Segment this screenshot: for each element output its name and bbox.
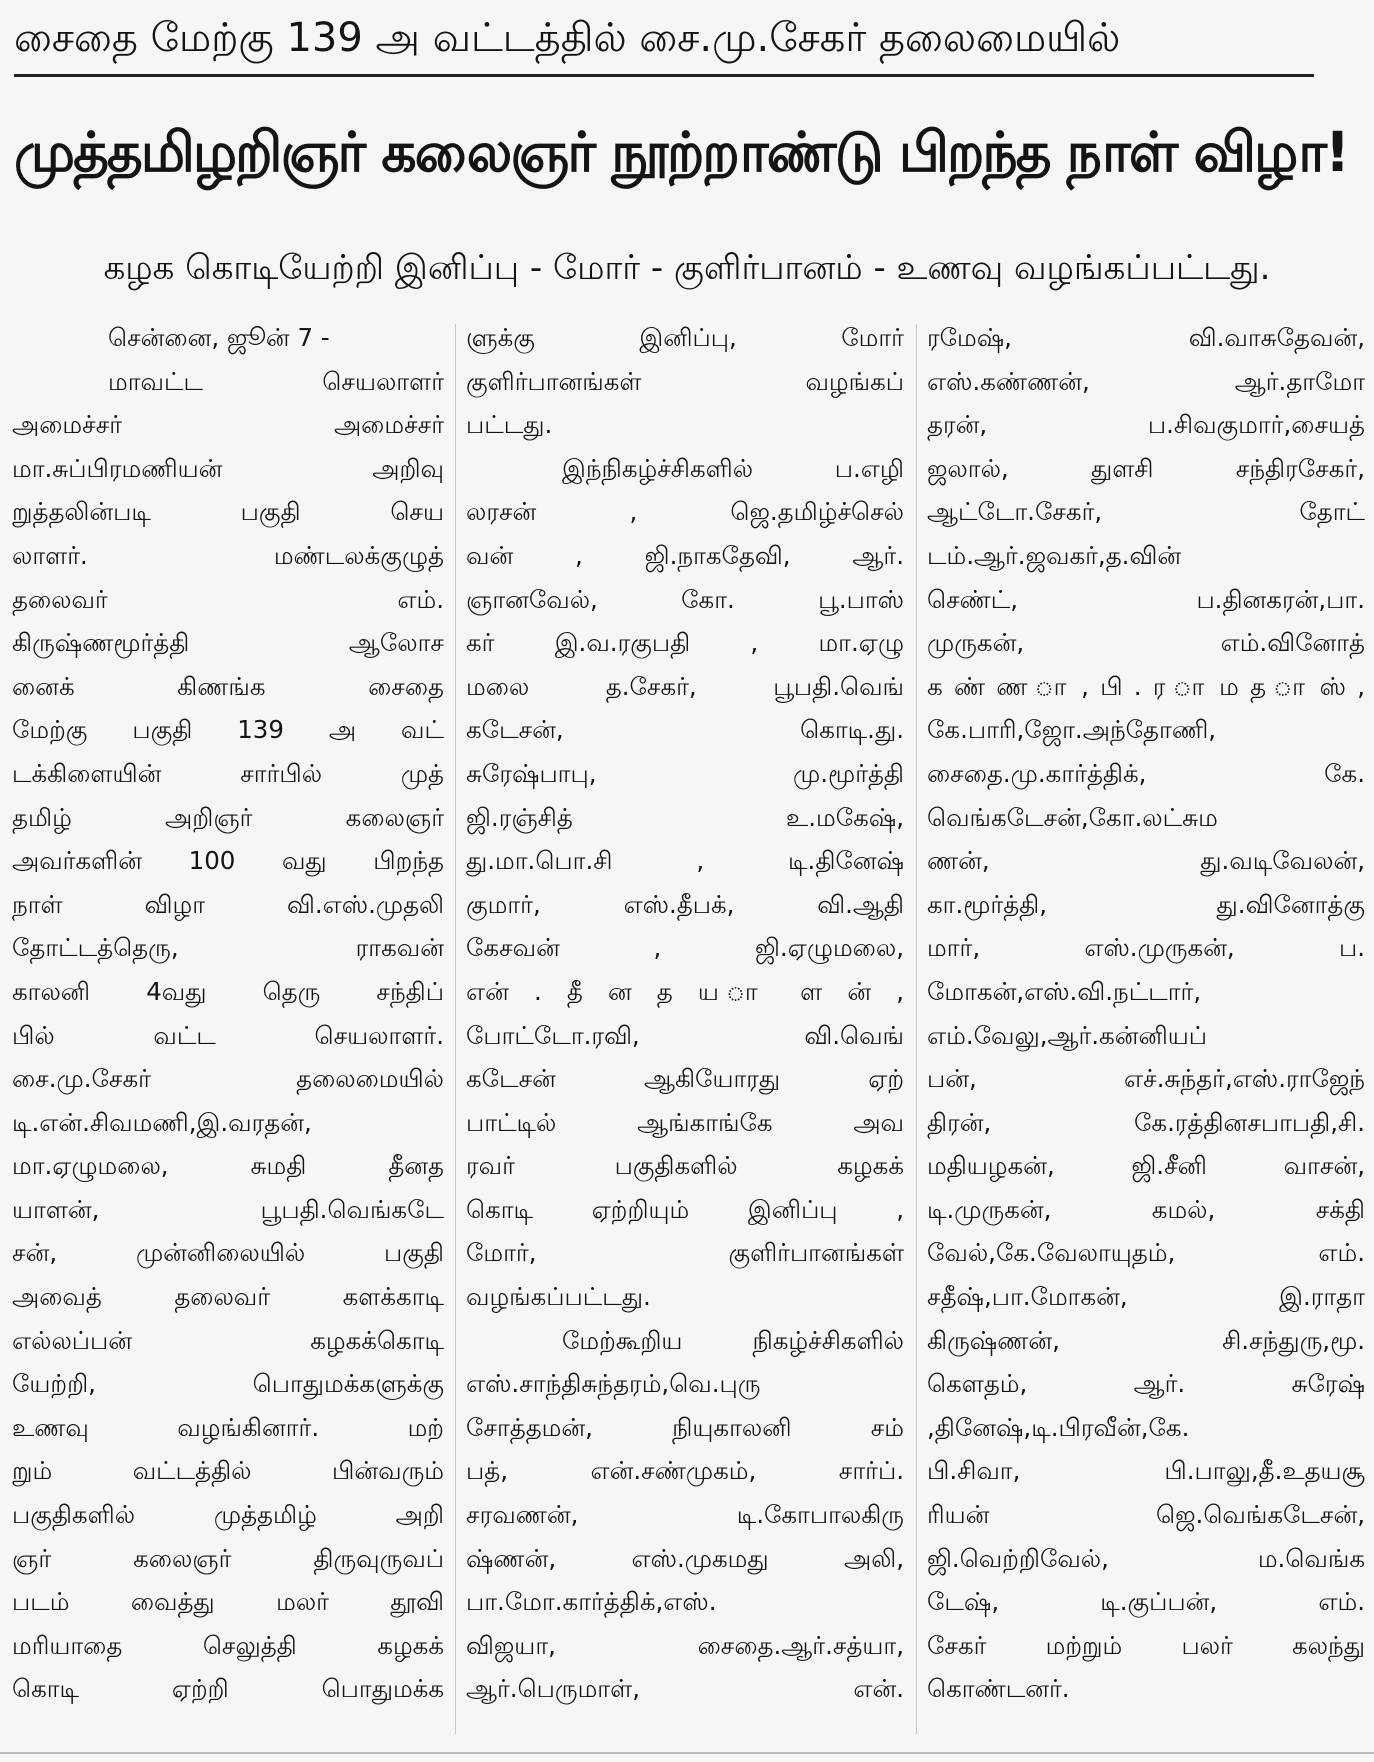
text-line: குளிர்பானங்கள் வழங்கப் — [466, 366, 904, 396]
text-line: றும் வட்டத்தில் பின்வரும் — [12, 1456, 444, 1486]
text-line: ஷ்ணன், எஸ்.முகமது அலி, — [466, 1543, 904, 1573]
text-line: யேற்றி, பொதுமக்களுக்கு — [12, 1369, 444, 1399]
text-line: சுரேஷ்பாபு, மு.மூர்த்தி — [466, 758, 904, 788]
text-line: கொண்டனர். — [927, 1674, 1070, 1704]
text-line: ,தினேஷ்,டி.பிரவீன்,கே. — [927, 1412, 1190, 1442]
text-line: மாவட்ட செயலாளர் — [108, 366, 444, 396]
text-line: ஞானவேல், கோ. பூ.பாஸ் — [466, 584, 904, 614]
headline: முத்தமிழறிஞர் கலைஞர் நூற்றாண்டு பிறந்த நாள் விழா! — [14, 120, 1349, 184]
text-line: முருகன், எம்.வினோத் — [927, 628, 1365, 658]
text-line: கௌதம், ஆர். சுரேஷ் — [927, 1369, 1365, 1399]
text-line: றுத்தலின்படி பகுதி செய — [12, 497, 444, 527]
text-line: டி.முருகன், கமல், சக்தி — [927, 1194, 1365, 1224]
text-line: னைக் கிணங்க சைதை — [12, 671, 444, 701]
text-line: குமார், எஸ்.தீபக், வி.ஆதி — [466, 889, 904, 919]
text-line: ளுக்கு இனிப்பு, மோர் — [466, 323, 904, 352]
text-line: கொடி ஏற்றியும் இனிப்பு , — [466, 1194, 904, 1224]
text-line: டம்.ஆர்.ஜவகர்,த.வின் — [927, 540, 1182, 570]
text-line: லாளர். மண்டலக்குழுத் — [12, 540, 444, 570]
text-line: கர் இ.வ.ரகுபதி , மா.ஏழு — [466, 628, 904, 658]
text-line: அவர்களின் 100 வது பிறந்த — [12, 846, 444, 876]
text-line: விஜயா, சைதை.ஆர்.சத்யா, — [466, 1630, 904, 1660]
text-line: சோத்தமன், நியுகாலனி சம் — [466, 1412, 904, 1442]
article-column-1 — [12, 316, 444, 1736]
text-line: நாள் விழா வி.எஸ்.முதலி — [12, 889, 444, 919]
text-line: கிருஷ்ணன், சி.சந்துரு,மூ. — [927, 1325, 1365, 1355]
text-line: எல்லப்பன் கழகக்கொடி — [12, 1325, 444, 1355]
text-line: கே.பாரி,ஜோ.அந்தோணி, — [927, 715, 1217, 745]
text-line: உணவு வழங்கினார். மற் — [12, 1412, 444, 1442]
column-divider — [455, 324, 456, 1734]
text-line: ஆட்டோ.சேகர், தோட் — [927, 497, 1365, 527]
text-line: ஜலால், துளசி சந்திரசேகர், — [927, 453, 1365, 483]
text-line: அவைத் தலைவர் களக்காடி — [12, 1282, 444, 1312]
text-line: மலை த.சேகர், பூபதி.வெங் — [466, 671, 904, 701]
text-line: டி.என்.சிவமணி,இ.வரதன், — [12, 1107, 312, 1137]
text-line: சரவணன், டி.கோபாலகிரு — [466, 1500, 904, 1530]
text-line: து.மா.பொ.சி , டி.தினேஷ் — [466, 846, 904, 876]
text-line: தோட்டத்தெரு, ராகவன் — [12, 933, 444, 963]
kicker-line: சைதை மேற்கு 139 அ வட்டத்தில் சை.மு.சேகர் தலைமையில் — [14, 15, 1121, 61]
text-line: இந்நிகழ்ச்சிகளில் ப.எழி — [562, 453, 904, 483]
text-line: டேஷ், டி.குப்பன், எம். — [927, 1587, 1365, 1617]
text-line: மதியழகன், ஜி.சீனி வாசன், — [927, 1151, 1365, 1181]
text-line: தமிழ் அறிஞர் கலைஞர் — [12, 802, 444, 832]
text-line: ஆர்.பெருமாள், என். — [466, 1674, 904, 1704]
text-line: சென்னை, ஜூன் 7 - — [108, 323, 330, 352]
text-line: யாளன், பூபதி.வெங்கடே — [12, 1194, 444, 1224]
article-body — [0, 316, 1374, 1736]
text-line: கிருஷ்ணமூர்த்தி ஆலோச — [12, 628, 444, 658]
text-line: பகுதிகளில் முத்தமிழ் அறி — [12, 1500, 444, 1530]
text-line: மோகன்,எஸ்.வி.நட்டார், — [927, 976, 1202, 1006]
text-line: என் . தீ ன த ய ா ள ன் , — [466, 976, 904, 1006]
text-line: க ண் ண ா , பி . ர ா ம த ா ஸ் , — [927, 671, 1365, 701]
text-line: தலைவர் எம். — [12, 584, 444, 614]
text-line: வன் , ஜி.நாகதேவி, ஆர். — [466, 540, 904, 570]
text-line: பத், என்.சண்முகம், சார்ப். — [466, 1456, 904, 1486]
text-line: எம்.வேலு,ஆர்.கன்னியப் — [927, 1020, 1208, 1050]
text-line: மோர், குளிர்பானங்கள் — [466, 1238, 904, 1268]
text-line: கடேசன் ஆகியோரது ஏற் — [466, 1064, 904, 1094]
bottom-edge — [0, 1752, 1374, 1754]
text-line: எஸ்.கண்ணன், ஆர்.தாமோ — [927, 366, 1365, 396]
text-line: மரியாதை செலுத்தி கழகக் — [12, 1630, 444, 1660]
text-line: ரவர் பகுதிகளில் கழகக் — [466, 1151, 904, 1181]
column-divider — [916, 324, 917, 1734]
text-line: ஞர் கலைஞர் திருவுருவப் — [12, 1543, 444, 1573]
text-line: ஜி.ரஞ்சித் உ.மகேஷ், — [466, 802, 904, 832]
text-line: செண்ட், ப.தினகரன்,பா. — [927, 584, 1365, 614]
text-line: பாட்டில் ஆங்காங்கே அவ — [466, 1107, 904, 1137]
article-column-2 — [466, 316, 904, 1736]
subheadline: கழக கொடியேற்றி இனிப்பு - மோர் - குளிர்பானம் - உணவு வழங்கப்பட்டது. — [103, 248, 1271, 288]
text-line: மேற்கூறிய நிகழ்ச்சிகளில் — [562, 1325, 904, 1355]
text-line: காலனி 4வது தெரு சந்திப் — [12, 976, 444, 1006]
text-line: மேற்கு பகுதி 139 அ வட் — [12, 715, 444, 745]
text-line: மா.சுப்பிரமணியன் அறிவு — [12, 453, 444, 483]
text-line: கா.மூர்த்தி, து.வினோத்கு — [927, 889, 1365, 919]
text-line: கடேசன், கொடி.து. — [466, 715, 904, 745]
text-line: ரமேஷ், வி.வாசுதேவன், — [927, 323, 1365, 352]
text-line: வெங்கடேசன்,கோ.லட்சும — [927, 802, 1218, 832]
text-line: படம் வைத்து மலர் தூவி — [12, 1587, 444, 1617]
text-line: போட்டோ.ரவி, வி.வெங் — [466, 1020, 904, 1050]
text-line: பன், எச்.சுந்தர்,எஸ்.ராஜேந் — [927, 1064, 1365, 1094]
kicker-underline — [14, 74, 1314, 77]
text-line: கேசவன் , ஜி.ஏழுமலை, — [466, 933, 904, 963]
text-line: ணன், து.வடிவேலன், — [927, 846, 1365, 876]
text-line: பா.மோ.கார்த்திக்,எஸ். — [466, 1587, 717, 1617]
text-line: எஸ்.சாந்திசுந்தரம்,வெ.புரு — [466, 1369, 761, 1399]
text-line: மா.ஏழுமலை, சுமதி தீனத — [12, 1151, 444, 1181]
text-line: வேல்,கே.வேலாயுதம், எம். — [927, 1238, 1365, 1268]
text-line: ரியன் ஜெ.வெங்கடேசன், — [927, 1500, 1365, 1530]
article-column-3 — [927, 316, 1365, 1736]
text-line: பட்டது. — [466, 410, 553, 440]
text-line: சன், முன்னிலையில் பகுதி — [12, 1238, 444, 1268]
text-line: சதீஷ்,பா.மோகன், இ.ராதா — [927, 1282, 1365, 1312]
text-line: சைதை.மு.கார்த்திக், கே. — [927, 758, 1365, 788]
text-line: சை.மு.சேகர் தலைமையில் — [12, 1064, 444, 1094]
text-line: தரன், ப.சிவகுமார்,சையத் — [927, 410, 1365, 440]
text-line: கொடி ஏற்றி பொதுமக்க — [12, 1674, 444, 1704]
text-line: வழங்கப்பட்டது. — [466, 1282, 651, 1312]
text-line: லரசன் , ஜெ.தமிழ்ச்செல் — [466, 497, 904, 527]
text-line: திரன், கே.ரத்தினசபாபதி,சி. — [927, 1107, 1365, 1137]
text-line: பி.சிவா, பி.பாலு,தீ.உதயசூ — [927, 1456, 1365, 1486]
text-line: மார், எஸ்.முருகன், ப. — [927, 933, 1365, 963]
text-line: டக்கிளையின் சார்பில் முத் — [12, 758, 444, 788]
text-line: ஜி.வெற்றிவேல், ம.வெங்க — [927, 1543, 1365, 1573]
text-line: அமைச்சர் அமைச்சர் — [12, 410, 444, 440]
text-line: சேகர் மற்றும் பலர் கலந்து — [927, 1630, 1365, 1660]
text-line: பில் வட்ட செயலாளர். — [12, 1020, 444, 1050]
